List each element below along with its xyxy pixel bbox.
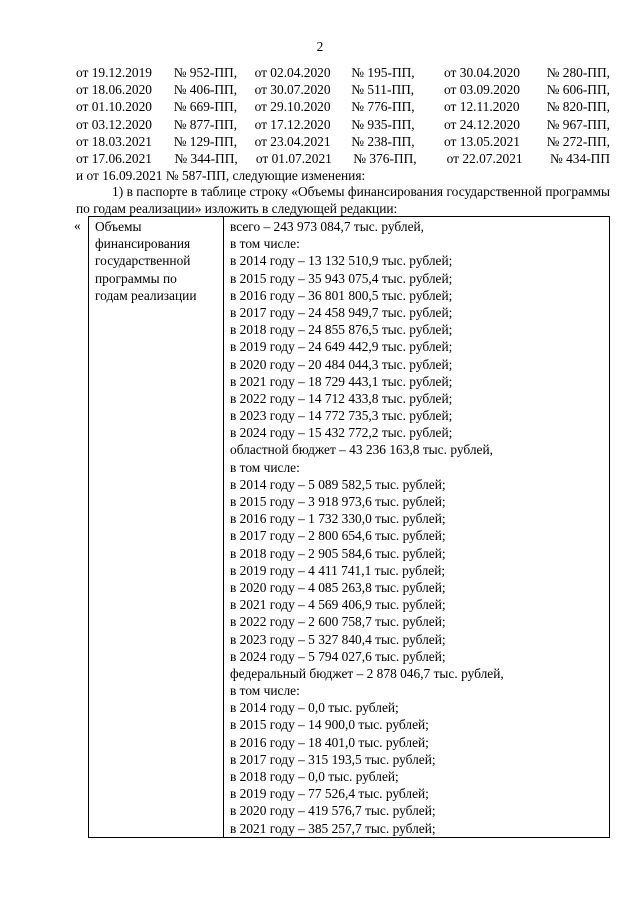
- value-line: в 2024 году – 15 432 772,2 тыс. рублей;: [230, 425, 453, 441]
- label-line: годам реализации: [95, 287, 197, 303]
- ref-date: от 13.05.2021: [444, 133, 521, 149]
- ref-number: № 952-ПП,: [173, 65, 238, 80]
- ref-date: от 18.03.2021: [76, 133, 152, 149]
- ref-number: № 511-ПП,: [351, 82, 415, 98]
- value-line: в 2016 году – 18 401,0 тыс. рублей;: [230, 734, 429, 750]
- ref-date: от 24.12.2020: [444, 116, 521, 132]
- value-line: в 2020 году – 20 484 044,3 тыс. рублей;: [230, 356, 453, 372]
- ref-date: от 17.12.2020: [254, 116, 331, 132]
- opening-quote-mark: «: [74, 218, 81, 233]
- value-line: в том числе:: [230, 236, 300, 252]
- ref-date: от 01.10.2020: [76, 99, 152, 115]
- label-cell: [89, 217, 224, 838]
- value-line: в 2017 году – 2 800 654,6 тыс. рублей;: [230, 528, 446, 544]
- value-line: в 2016 году – 36 801 800,5 тыс. рублей;: [230, 287, 453, 303]
- ref-date: от 17.06.2021: [76, 150, 152, 166]
- reference-row: [76, 116, 610, 133]
- table-row: [89, 217, 610, 838]
- value-line: в 2022 году – 2 600 758,7 тыс. рублей;: [230, 614, 446, 630]
- ref-number: № 967-ПП,: [546, 116, 610, 132]
- ref-number: № 238-ПП,: [351, 133, 415, 149]
- value-line: в 2018 году – 2 905 584,6 тыс. рублей;: [230, 545, 446, 561]
- value-line: в 2015 году – 35 943 075,4 тыс. рублей;: [230, 270, 453, 286]
- value-lines: [230, 218, 604, 837]
- value-line: в 2018 году – 24 855 876,5 тыс. рублей;: [230, 322, 453, 338]
- amendment-paragraph: 1) в паспорте в таблице строку «Объемы финансирования государственной программы по годам реализации» изложить в следующей редакции:: [76, 184, 610, 217]
- value-line: в 2019 году – 77 526,4 тыс. рублей;: [230, 786, 429, 802]
- value-line: в 2014 году – 0,0 тыс. рублей;: [230, 700, 399, 716]
- value-cell: [224, 217, 610, 838]
- value-line: федеральный бюджет – 2 878 046,7 тыс. рублей,: [230, 665, 504, 681]
- ref-number: № 195-ПП,: [351, 65, 415, 80]
- reference-row: [76, 81, 610, 98]
- ref-date: от 30.04.2020: [444, 65, 521, 80]
- reference-row: [76, 98, 610, 115]
- ref-date: от 23.04.2021: [254, 133, 331, 149]
- ref-number: № 606-ПП,: [546, 82, 610, 98]
- value-line: в 2015 году – 14 900,0 тыс. рублей;: [230, 717, 429, 733]
- value-line: в 2022 году – 14 712 433,8 тыс. рублей;: [230, 390, 453, 406]
- ref-date: от 03.12.2020: [76, 116, 152, 132]
- value-line: в 2015 году – 3 918 973,6 тыс. рублей;: [230, 494, 446, 509]
- label-lines: [95, 218, 218, 304]
- ref-number: № 877-ПП,: [173, 116, 238, 132]
- ref-number: № 344-ПП,: [174, 150, 238, 166]
- value-line: в 2024 году – 5 794 027,6 тыс. рублей;: [230, 648, 446, 664]
- ref-number: № 406-ПП,: [173, 82, 238, 98]
- ref-number: № 820-ПП,: [546, 99, 610, 115]
- value-line: в 2019 году – 24 649 442,9 тыс. рублей;: [230, 339, 453, 355]
- ref-date: от 01.07.2021: [255, 150, 332, 166]
- value-line: в 2016 году – 1 732 330,0 тыс. рублей;: [230, 511, 446, 527]
- value-line: в 2020 году – 419 576,7 тыс. рублей;: [230, 803, 436, 819]
- value-line: в 2017 году – 24 458 949,7 тыс. рублей;: [230, 304, 453, 320]
- value-line: областной бюджет – 43 236 163,8 тыс. рублей,: [230, 442, 493, 458]
- ref-date: от 02.04.2020: [254, 65, 331, 80]
- reference-row: [76, 64, 610, 81]
- ref-date: от 22.07.2021: [446, 150, 523, 166]
- ref-number: № 376-ПП,: [353, 150, 417, 166]
- value-line: в том числе:: [230, 683, 300, 699]
- label-line: финансирования: [95, 236, 191, 252]
- ref-date: от 19.12.2019: [76, 65, 152, 80]
- value-line: в 2021 году – 4 569 406,9 тыс. рублей;: [230, 597, 446, 613]
- ref-number: № 776-ПП,: [351, 99, 415, 115]
- value-line: в 2021 году – 18 729 443,1 тыс. рублей;: [230, 373, 453, 389]
- ref-number: № 129-ПП,: [173, 133, 238, 149]
- label-line: государственной: [95, 253, 191, 269]
- references-tail: и от 16.09.2021 № 587-ПП, следующие изменения:: [76, 168, 366, 184]
- ref-number: № 272-ПП,: [546, 133, 610, 149]
- amendment-intro: [76, 183, 610, 217]
- label-line: программы по: [95, 270, 177, 286]
- ref-number: № 434-ПП: [549, 150, 610, 166]
- reference-row: [76, 150, 610, 167]
- ref-date: от 03.09.2020: [444, 82, 521, 98]
- page-number: 2: [316, 39, 324, 54]
- value-line: в 2020 году – 4 085 263,8 тыс. рублей;: [230, 579, 446, 595]
- ref-number: № 935-ПП,: [351, 116, 415, 132]
- label-line: Объемы: [95, 219, 142, 234]
- value-line: в 2019 году – 4 411 741,1 тыс. рублей;: [230, 562, 446, 578]
- value-line: всего – 243 973 084,7 тыс. рублей,: [230, 219, 425, 234]
- value-line: в 2018 году – 0,0 тыс. рублей;: [230, 769, 399, 784]
- ref-date: от 12.11.2020: [444, 99, 520, 115]
- ref-number: № 280-ПП,: [546, 65, 610, 80]
- value-line: в 2014 году – 5 089 582,5 тыс. рублей;: [230, 476, 446, 492]
- reference-row: [76, 133, 610, 150]
- ref-date: от 30.07.2020: [254, 82, 331, 98]
- ref-date: от 18.06.2020: [76, 82, 152, 98]
- value-line: в 2021 году – 385 257,7 тыс. рублей;: [230, 820, 436, 836]
- value-line: в 2017 году – 315 193,5 тыс. рублей;: [230, 751, 436, 767]
- passport-table: [88, 216, 610, 838]
- value-line: в 2023 году – 14 772 735,3 тыс. рублей;: [230, 408, 453, 424]
- value-line: в том числе:: [230, 459, 300, 475]
- resolution-references: [76, 64, 610, 184]
- value-line: в 2023 году – 5 327 840,4 тыс. рублей;: [230, 631, 446, 647]
- ref-number: № 669-ПП,: [173, 99, 238, 115]
- ref-date: от 29.10.2020: [254, 99, 331, 115]
- value-line: в 2014 году – 13 132 510,9 тыс. рублей;: [230, 253, 453, 269]
